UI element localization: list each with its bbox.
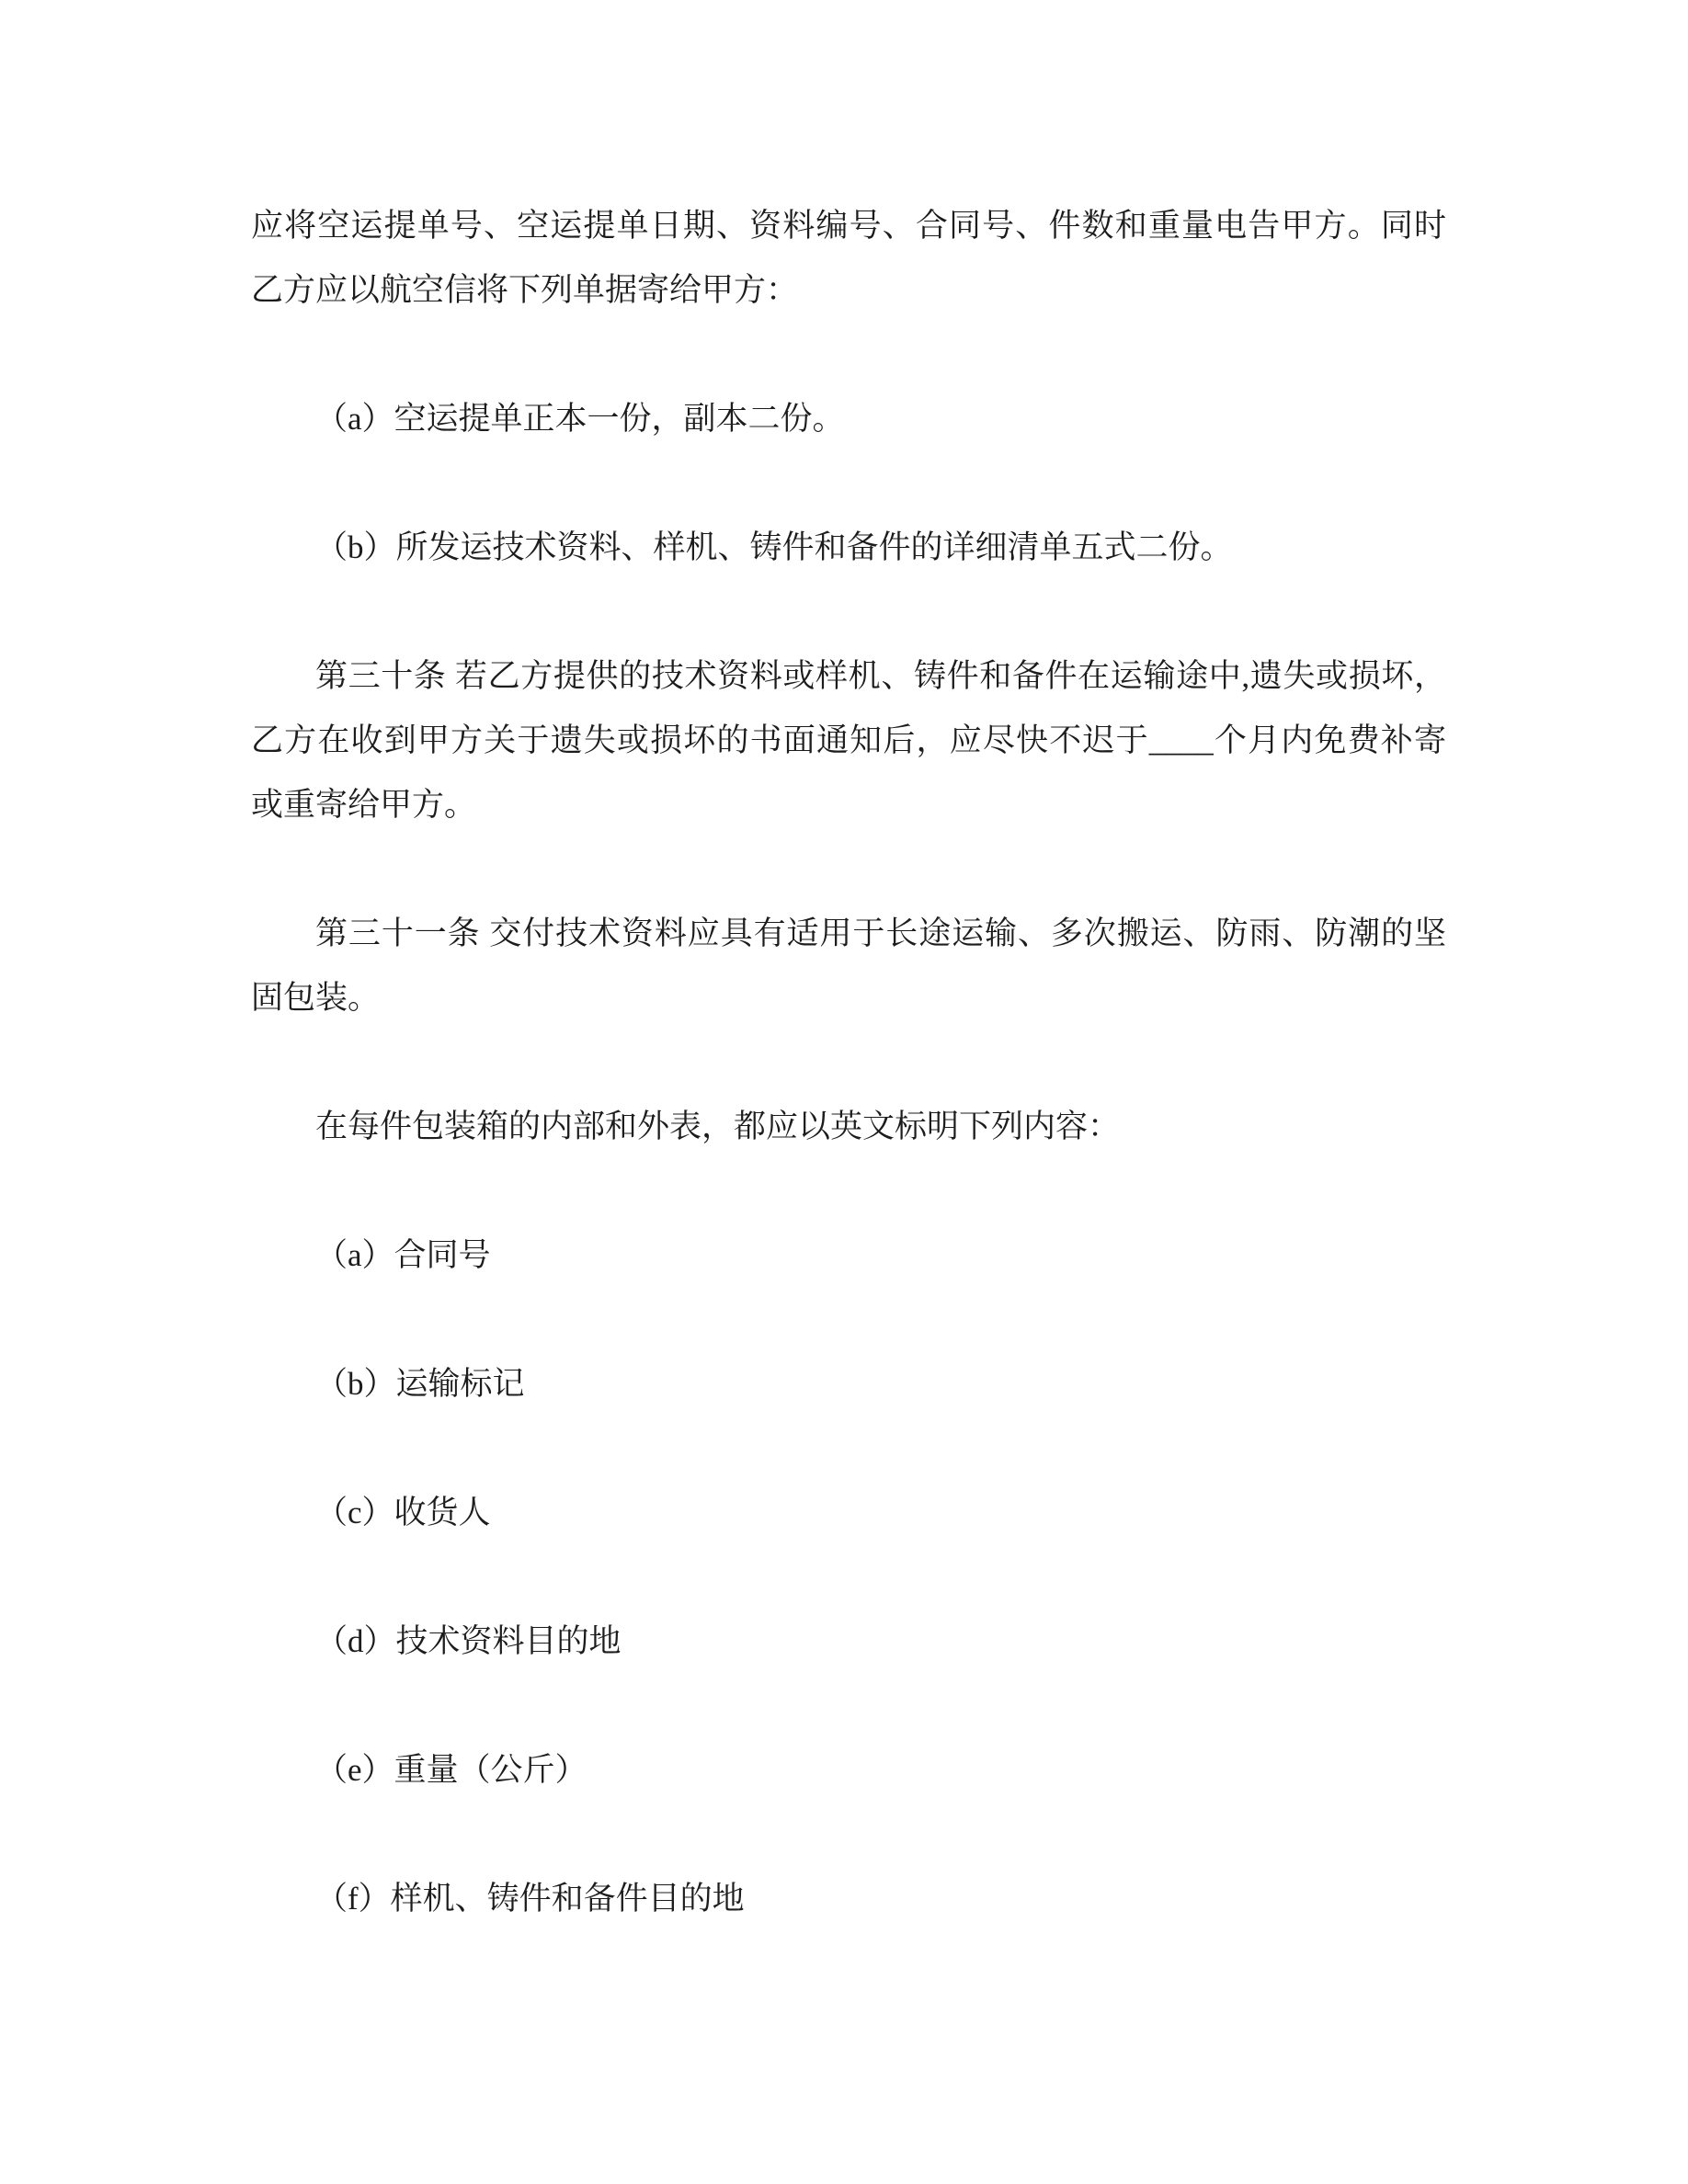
article-30-paragraph (251, 644, 1446, 837)
text-line: 固包装。 (251, 980, 381, 1016)
shipped-docs-item-b (251, 516, 1446, 580)
packing-marking-intro-paragraph (251, 1095, 1446, 1159)
list-item: （a）合同号 (315, 1237, 491, 1273)
list-item: （b）运输标记 (315, 1366, 525, 1402)
text-line: 第三十条 若乙方提供的技术资料或样机、铸件和备件在运输途中,遗失或损坏， (315, 658, 1446, 694)
article-31-paragraph (251, 902, 1446, 1030)
marking-item-f (251, 1867, 1446, 1931)
airfreight-notice-paragraph (251, 194, 1446, 323)
list-item: （a）空运提单正本一份，副本二份。 (315, 401, 845, 437)
text-line: 应将空运提单号、空运提单日期、资料编号、合同号、件数和重量电告甲方。同时 (251, 208, 1446, 244)
text-line: 乙方在收到甲方关于遗失或损坏的书面通知后，应尽快不迟于____个月内免费补寄 (251, 722, 1446, 758)
text-line: 或重寄给甲方。 (251, 787, 477, 823)
text-line: 在每件包装箱的内部和外表，都应以英文标明下列内容： (315, 1109, 1121, 1144)
marking-item-a (251, 1223, 1446, 1288)
marking-item-d (251, 1610, 1446, 1674)
list-item: （b）所发运技术资料、样机、铸件和备件的详细清单五式二份。 (315, 529, 1233, 565)
text-line: 第三十一条 交付技术资料应具有适用于长途运输、多次搬运、防雨、防潮的坚 (315, 916, 1446, 951)
marking-item-c (251, 1481, 1446, 1545)
list-item: （d）技术资料目的地 (315, 1623, 622, 1659)
marking-item-b (251, 1352, 1446, 1416)
marking-item-e (251, 1738, 1446, 1803)
list-item: （e）重量（公斤） (315, 1752, 587, 1788)
shipped-docs-item-a (251, 387, 1446, 451)
list-item: （f）样机、铸件和备件目的地 (315, 1881, 745, 1917)
text-line: 乙方应以航空信将下列单据寄给甲方： (251, 272, 799, 308)
list-item: （c）收货人 (315, 1495, 491, 1530)
document-content (251, 194, 1446, 1931)
